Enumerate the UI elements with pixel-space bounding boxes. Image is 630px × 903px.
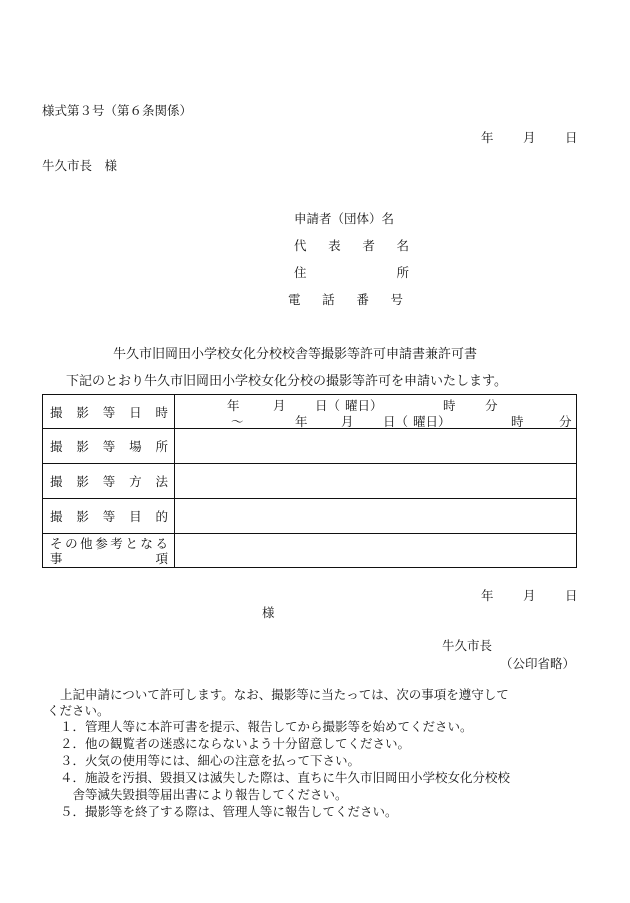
intro-text: 下記のとおり牛久市旧岡田小学校女化分校の撮影等許可を申請いたします。 [66,374,507,389]
year-label: 年 [481,130,494,145]
list-item: ２．他の観覧者の迷惑にならないよう十分留意してください。 [60,736,411,751]
month-label: 月 [523,130,536,145]
application-table [42,394,577,568]
list-item: ５．撮影等を終了する際は、管理人等に報告してください。 [60,804,398,819]
applicant-phone-label: 電 話 番 号 [288,292,403,307]
list-item: ４．施設を汚損、毀損又は滅失した際は、直ちに牛久市旧岡田小学校女化分校校 [60,770,511,785]
row-label: そ の 他 参 考 と な る 事 項 [43,534,175,568]
table-row [43,534,577,568]
year-label: 年 [481,588,494,603]
document-title: 牛久市旧岡田小学校女化分校校舎等撮影等許可申請書兼許可書 [113,347,478,362]
seal-omitted: （公印省略） [500,656,576,671]
row-label: 撮 影 等 方 法 [43,464,175,499]
form-number: 様式第３号（第６条関係） [42,103,193,118]
applicant-rep-label: 代 表 者 名 [294,238,409,253]
other-notes-field[interactable] [175,534,577,568]
purpose-field[interactable] [175,499,577,534]
row-label: 撮 影 等 場 所 [43,429,175,464]
addressee: 牛久市長 様 [42,158,118,173]
datetime-field[interactable]: 年 月 日（ 曜日） 時 分 ～ 年 月 日（ 曜日） 時 分 [175,395,577,429]
issuer: 牛久市長 [442,638,493,653]
permit-text-line2: ください。 [47,703,110,718]
day-label: 日 [565,130,578,145]
list-item: ３．火気の使用等には、細心の注意を払って下さい。 [60,753,361,768]
recipient-sama: 様 [262,605,275,620]
row-label: 撮 影 等 日 時 [43,395,175,429]
applicant-name-label: 申請者（団体）名 [294,211,395,226]
row-label: 撮 影 等 目 的 [43,499,175,534]
permit-text-line1: 上記申請について許可します。なお、撮影等に当たっては、次の事項を遵守して [60,687,509,702]
table-row [43,395,577,429]
list-item: 舎等滅失毀損等届出書により報告してください。 [60,787,348,802]
method-field[interactable] [175,464,577,499]
table-row [43,464,577,499]
day-label: 日 [565,588,578,603]
list-item: １．管理人等に本許可書を提示、報告してから撮影等を始めてください。 [60,719,473,734]
table-row [43,429,577,464]
conditions-list [60,718,510,820]
location-field[interactable] [175,429,577,464]
applicant-address-label: 住 所 [294,265,409,280]
month-label: 月 [523,588,536,603]
table-row [43,499,577,534]
